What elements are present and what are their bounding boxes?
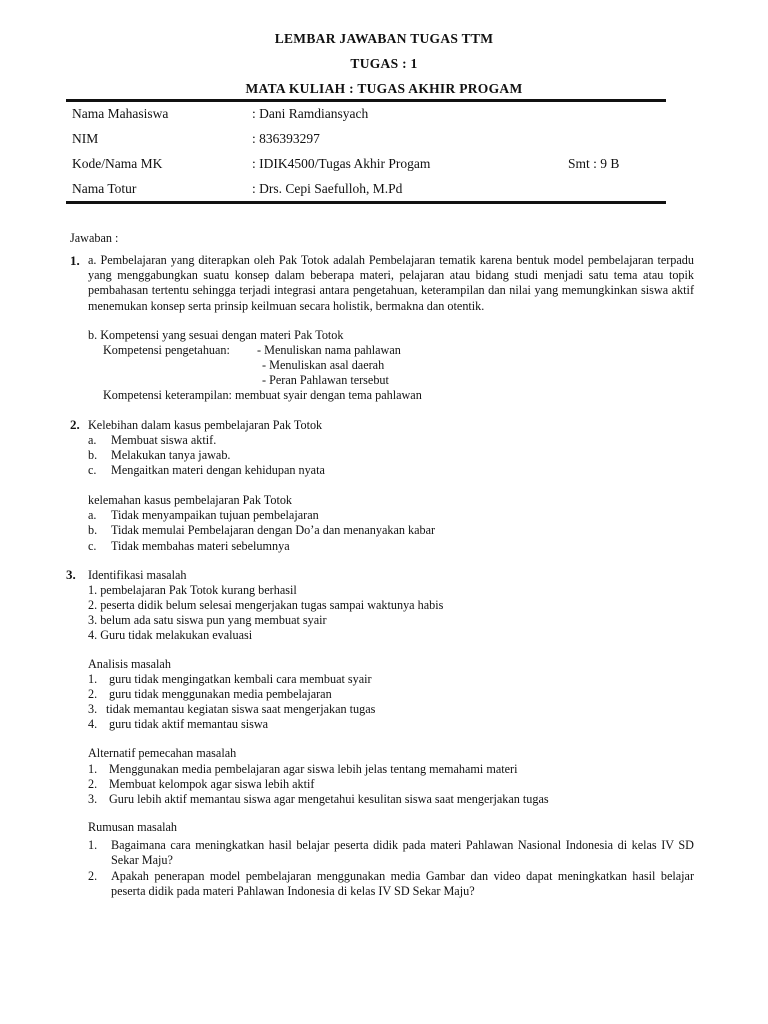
name-value: : Dani Ramdiansyach [252,106,369,121]
skill-competency: Kompetensi keterampilan: membuat syair dengan tema pahlawan [103,388,422,402]
list-marker: a. [88,433,97,447]
list-marker: 2. [88,687,98,701]
nim-value: : 836393297 [252,131,320,146]
list-item: Apakah penerapan model pembelajaran menggunakan media Gambar dan video dapat meningkatkan hasil belajar peserta didik pada materi Pahlawan Indonesia di kelas IV SD Sekar Maju? [111,869,694,899]
answer-heading: Jawaban : [70,231,119,245]
list-item: Guru lebih aktif memantau siswa agar mengetahui kesulitan siswa saat mengerjakan tugas [109,792,549,806]
list-marker: c. [88,463,97,477]
list-marker: b. [88,448,98,462]
header-divider [66,99,666,102]
answer-number: 1. [70,253,80,268]
list-item: guru tidak mengingatkan kembali cara membuat syair [109,672,372,686]
list-item: 4. Guru tidak melakukan evaluasi [88,628,253,642]
knowledge-item: - Menuliskan nama pahlawan [257,343,401,357]
list-marker: b. [88,523,98,537]
assignment-number: TUGAS : 1 [350,56,418,71]
tutor-value: : Drs. Cepi Saefulloh, M.Pd [252,181,403,196]
list-marker: 3. [88,702,98,716]
answer-1b-line: b. Kompetensi yang sesuai dengan materi Pak Totok [88,328,344,342]
strengths-title: Kelebihan dalam kasus pembelajaran Pak Totok [88,418,323,432]
list-item: guru tidak menggunakan media pembelajaran [109,687,332,701]
tutor-label: Nama Totur [72,181,137,196]
sheet-title: LEMBAR JAWABAN TUGAS TTM [274,31,494,46]
list-marker: c. [88,539,97,553]
course-code-label: Kode/Nama MK [72,156,163,171]
nim-label: NIM [72,131,99,146]
list-item: Membuat kelompok agar siswa lebih aktif [109,777,315,791]
problem-formulation-title: Rumusan masalah [88,820,178,834]
list-item: Tidak memulai Pembelajaran dengan Do’a dan menanyakan kabar [111,523,436,537]
course-code-value: : IDIK4500/Tugas Akhir Progam [252,156,431,171]
alternative-solutions-title: Alternatif pemecahan masalah [88,746,237,760]
list-item: Menggunakan media pembelajaran agar siswa lebih jelas tentang memahami materi [109,762,518,776]
list-item: Melakukan tanya jawab. [111,448,231,462]
answer-number: 2. [70,417,80,432]
list-item: tidak memantau kegiatan siswa saat mengerjakan tugas [106,702,376,716]
list-item: guru tidak aktif memantau siswa [109,717,269,731]
course-title: MATA KULIAH : TUGAS AKHIR PROGAM [245,81,523,96]
name-label: Nama Mahasiswa [72,106,169,121]
list-marker: a. [88,508,97,522]
list-marker: 1. [88,762,98,776]
info-divider [66,201,666,204]
knowledge-item: - Menuliskan asal daerah [262,358,385,372]
list-item: Bagaimana cara meningkatkan hasil belajar peserta didik pada materi Pahlawan Nasional Indonesia di kelas IV SD Sekar Maju? [111,838,694,868]
list-item: 3. belum ada satu siswa pun yang membuat syair [88,613,327,627]
problem-analysis-title: Analisis masalah [88,657,171,671]
list-marker: 1. [88,838,98,852]
list-marker: 4. [88,717,98,731]
list-item: 1. pembelajaran Pak Totok kurang berhasil [88,583,297,597]
list-marker: 2. [88,869,98,883]
answer-1a-paragraph: a. Pembelajaran yang diterapkan oleh Pak Totok adalah Pembelajaran tematik karena bentuk model pembelajaran terpadu yang menggabungkan suatu konsep dalam beberapa materi, pelajaran atau bidang studi menjadi satu tema atau topik pembahasan tertentu sehingga terjadi integrasi antara pengetahuan, keterampilan dan nilai yang memungkinkan siswa aktif menemukan konsep serta prinsip keilmuan secara holistik, bermakna dan otentik. [88,253,694,313]
list-item: Membuat siswa aktif. [111,433,217,447]
list-item: Mengaitkan materi dengan kehidupan nyata [111,463,325,477]
list-marker: 1. [88,672,98,686]
knowledge-competency-label: Kompetensi pengetahuan: [103,343,230,357]
answer-number: 3. [66,567,76,582]
knowledge-item: - Peran Pahlawan tersebut [262,373,389,387]
semester: Smt : 9 B [568,156,620,171]
list-marker: 3. [88,792,98,806]
list-item: Tidak menyampaikan tujuan pembelajaran [111,508,319,522]
problem-identification-title: Identifikasi masalah [88,568,187,582]
weaknesses-title: kelemahan kasus pembelajaran Pak Totok [88,493,293,507]
list-marker: 2. [88,777,98,791]
list-item: 2. peserta didik belum selesai mengerjakan tugas sampai waktunya habis [88,598,444,612]
list-item: Tidak membahas materi sebelumnya [111,539,290,553]
